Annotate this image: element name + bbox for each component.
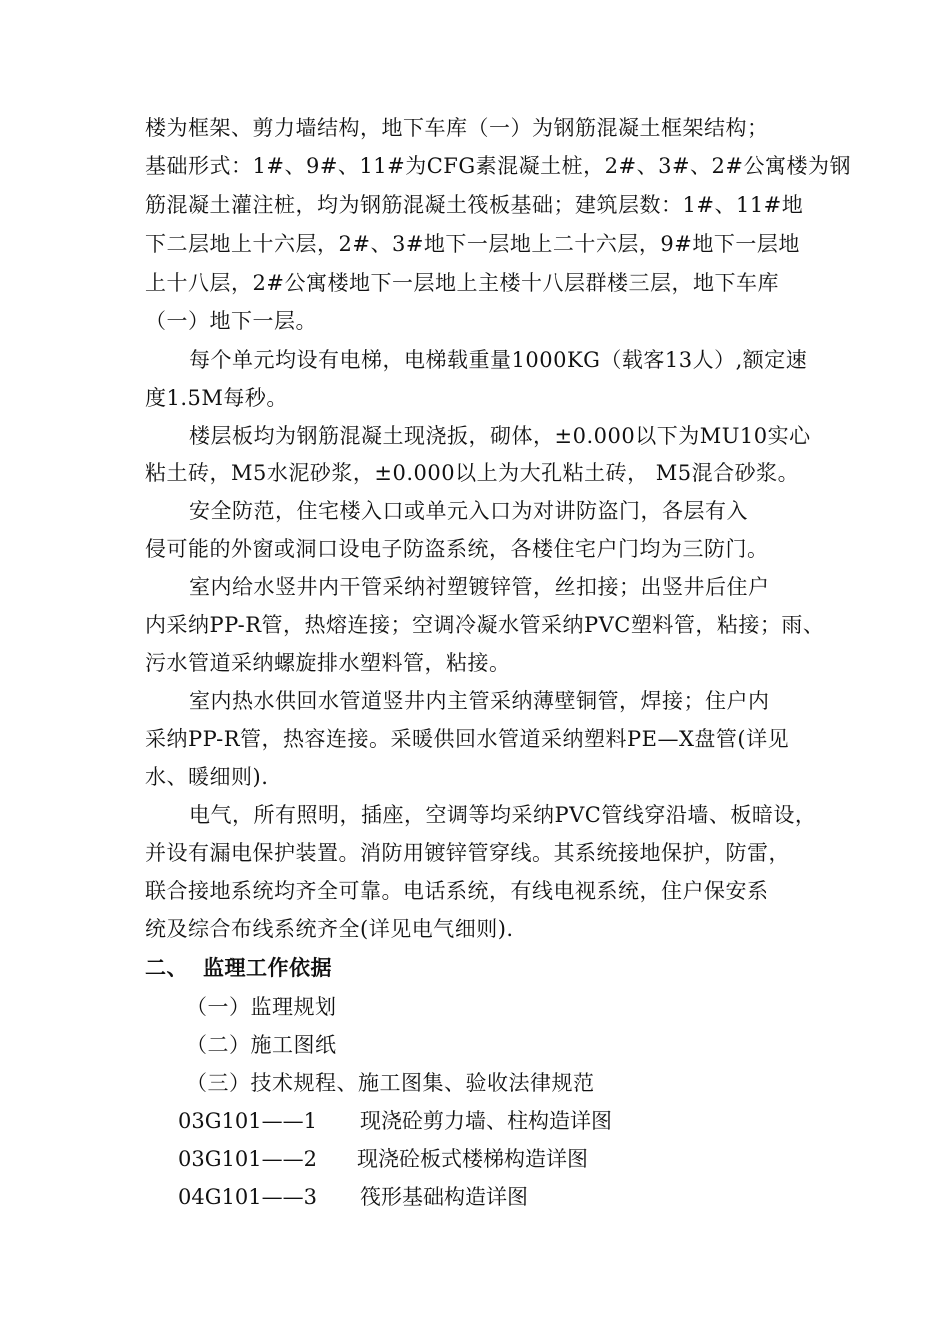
paragraph-line: 水、暖细则). (145, 765, 269, 789)
section-title: 监理工作依据 (203, 956, 332, 980)
paragraph-line: （一）地下一层。 (145, 309, 317, 333)
paragraph-line: 楼为框架、剪力墙结构，地下车库（一）为钢筋混凝土框架结构； (145, 116, 769, 140)
paragraph-line: 电气，所有照明，插座，空调等均采纳PVC管线穿沿墙、板暗设， (189, 803, 817, 827)
paragraph-line: 粘土砖，M5水泥砂浆，±0.000以上为大孔粘土砖， M5混合砂浆。 (145, 461, 800, 485)
standard-code: 03G101——1 (178, 1109, 317, 1133)
standard-name: 现浇砼板式楼梯构造详图 (357, 1147, 588, 1171)
paragraph-line: 并设有漏电保护装置。消防用镀锌管穿线。其系统接地保护，防雷， (145, 841, 790, 865)
paragraph-line: 下二层地上十六层，2#、3#地下一层地上二十六层，9#地下一层地 (145, 232, 800, 256)
paragraph-line: 上十八层，2#公寓楼地下一层地上主楼十八层群楼三层，地下车库 (145, 271, 779, 295)
paragraph-line: 统及综合布线系统齐全(详见电气细则). (145, 917, 514, 941)
paragraph-line: 室内热水供回水管道竖井内主管采纳薄壁铜管，焊接；住户内 (189, 689, 770, 713)
paragraph-line: 联合接地系统均齐全可靠。电话系统，有线电视系统，住户保安系 (145, 879, 769, 903)
list-item: （一）监理规划 (186, 995, 337, 1019)
paragraph-line: 筋混凝土灌注桩，均为钢筋混凝土筏板基础；建筑层数：1#、11#地 (145, 193, 804, 217)
standard-name: 筏形基础构造详图 (360, 1185, 528, 1209)
list-item: （二）施工图纸 (186, 1033, 337, 1057)
section-number: 二、 (145, 956, 188, 980)
paragraph-line: 每个单元均设有电梯，电梯载重量1000KG（载客13人）,额定速 (189, 348, 808, 372)
paragraph-line: 安全防范，住宅楼入口或单元入口为对讲防盗门，各层有入 (189, 499, 748, 523)
paragraph-line: 楼层板均为钢筋混凝土现浇扳，砌体，±0.000以下为MU10实心 (189, 424, 811, 448)
paragraph-line: 内采纳PP-R管，热熔连接；空调冷凝水管采纳PVC塑料管，粘接；雨、 (145, 613, 825, 637)
paragraph-line: 度1.5M每秒。 (145, 386, 288, 410)
paragraph-line: 侵可能的外窗或洞口设电子防盗系统，各楼住宅户门均为三防门。 (145, 537, 769, 561)
list-item: （三）技术规程、施工图集、验收法律规范 (186, 1071, 595, 1095)
paragraph-line: 污水管道采纳螺旋排水塑料管，粘接。 (145, 651, 511, 675)
paragraph-line: 采纳PP-R管，热容连接。采暖供回水管道采纳塑料PE—X盘管(详见 (145, 727, 790, 751)
standard-name: 现浇砼剪力墙、柱构造详图 (360, 1109, 612, 1133)
standard-code: 03G101——2 (178, 1147, 317, 1171)
section-heading (145, 950, 332, 986)
standard-code: 04G101——3 (178, 1185, 317, 1209)
paragraph-line: 基础形式：1#、9#、11#为CFG素混凝土桩，2#、3#、2#公寓楼为钢 (145, 154, 852, 178)
paragraph-line: 室内给水竖井内干管采纳衬塑镀锌管，丝扣接；出竖井后住户 (189, 575, 770, 599)
